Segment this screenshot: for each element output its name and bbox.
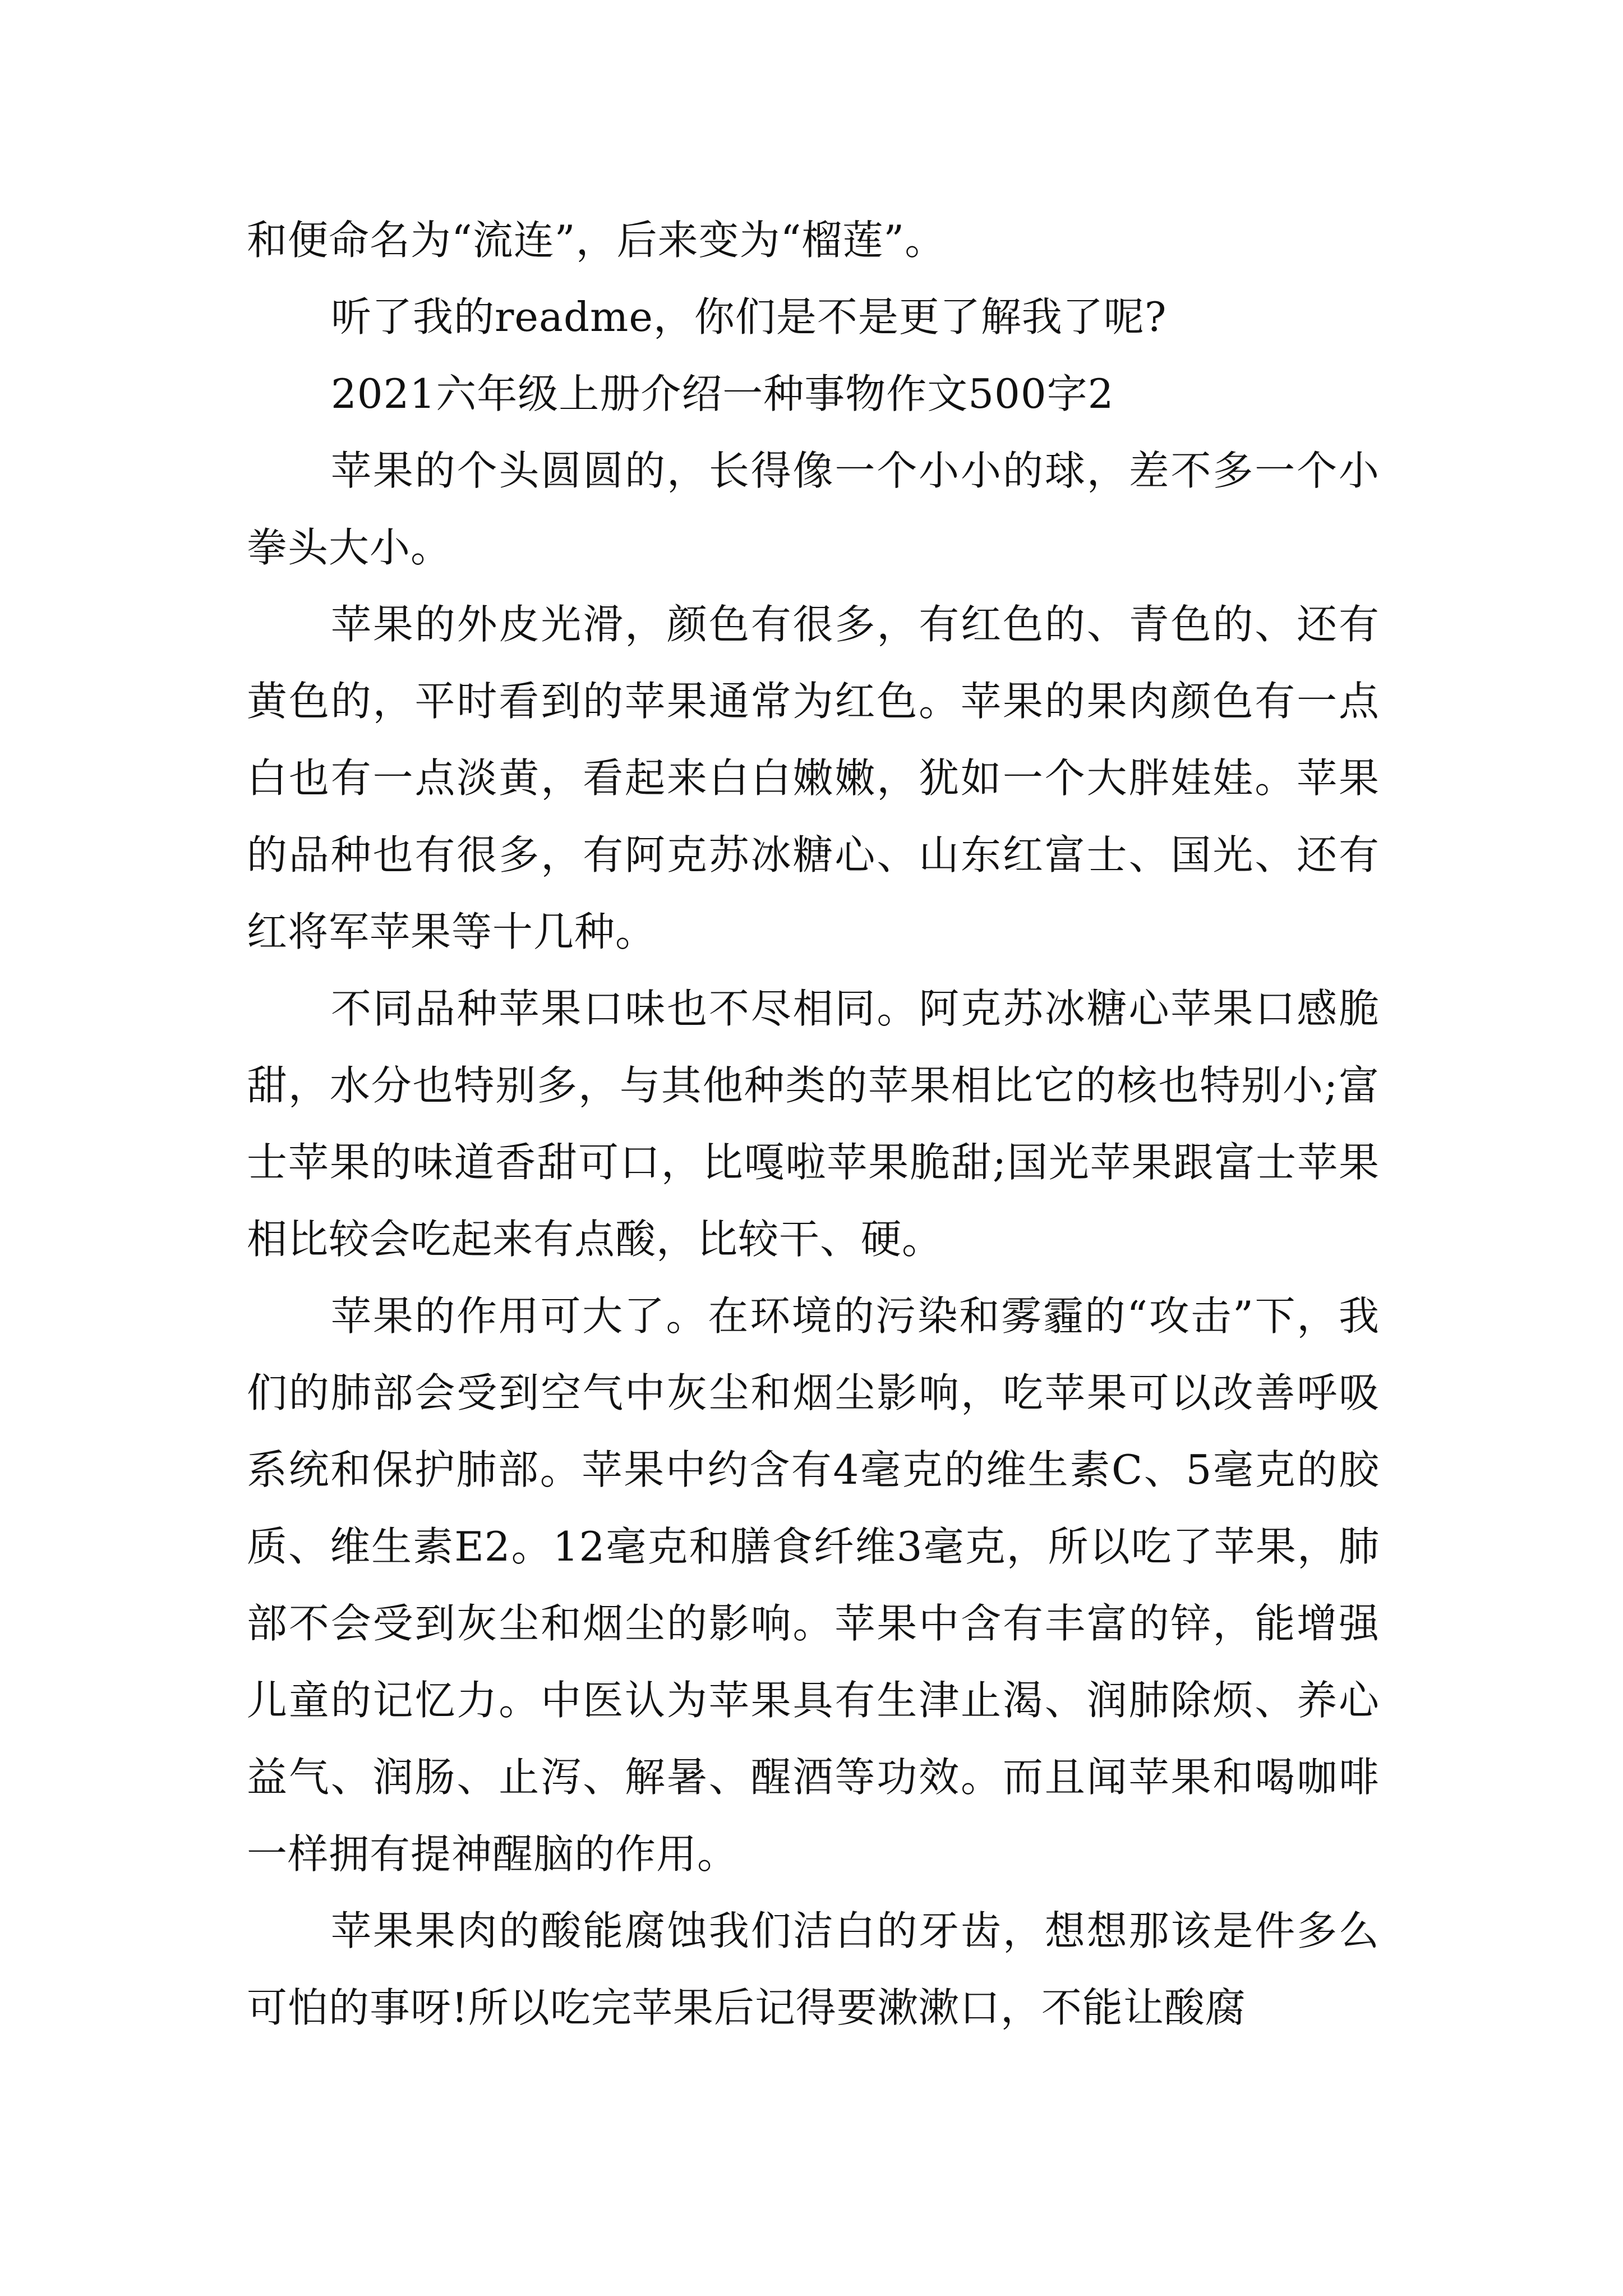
paragraph-apple-taste: 不同品种苹果口味也不尽相同。阿克苏冰糖心苹果口感脆甜，水分也特别多，与其他种类的苹果相比它的核也特别小;富士苹果的味道香甜可口，比嘎啦苹果脆甜;国光苹果跟富士苹果相比较会吃起来有点酸，比较干、硬。 — [247, 985, 1380, 1263]
article-body — [247, 202, 1380, 2046]
paragraph-apple-benefits: 苹果的作用可大了。在环境的污染和雾霾的“攻击”下，我们的肺部会受到空气中灰尘和烟尘影响，吃苹果可以改善呼吸系统和保护肺部。苹果中约含有4毫克的维生素C、5毫克的胶质、维生素E2。12毫克和膳食纤维3毫克，所以吃了苹果，肺部不会受到灰尘和烟尘的影响。苹果中含有丰富的锌，能增强儿童的记忆力。中医认为苹果具有生津止渴、润肺除烦、养心益气、润肠、止泻、解暑、醒酒等功效。而且闻苹果和喝咖啡一样拥有提神醒脑的作用。 — [247, 1292, 1380, 1878]
article-title: 2021六年级上册介绍一种事物作文500字2 — [331, 370, 1114, 417]
paragraph-apple-appearance: 苹果的外皮光滑，颜色有很多，有红色的、青色的、还有黄色的，平时看到的苹果通常为红色。苹果的果肉颜色有一点白也有一点淡黄，看起来白白嫩嫩，犹如一个大胖娃娃。苹果的品种也有很多，有阿克苏冰糖心、山东红富士、国光、还有红将军苹果等十几种。 — [247, 601, 1380, 955]
paragraph-continuation: 和便命名为“流连”，后来变为“榴莲”。 — [247, 217, 946, 264]
paragraph-readme: 听了我的readme，你们是不是更了解我了呢? — [331, 293, 1167, 341]
paragraph-apple-teeth: 苹果果肉的酸能腐蚀我们洁白的牙齿，想想那该是件多么可怕的事呀!所以吃完苹果后记得要漱漱口，不能让酸腐 — [247, 1907, 1380, 2031]
paragraph-apple-size: 苹果的个头圆圆的，长得像一个小小的球，差不多一个小拳头大小。 — [247, 447, 1380, 571]
